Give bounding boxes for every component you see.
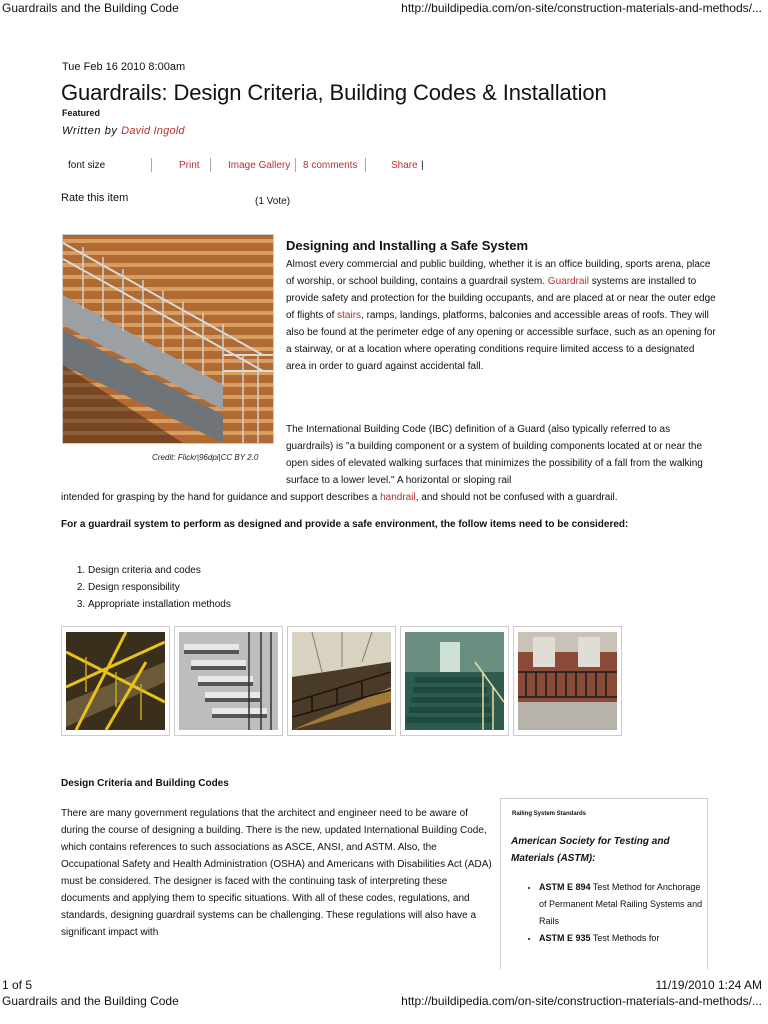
print-footer-title: Guardrails and the Building Code (2, 994, 179, 1008)
print-link[interactable]: Print (179, 160, 200, 171)
toolbar-divider (210, 158, 211, 172)
list-item (539, 879, 709, 930)
article-date: Tue Feb 16 2010 8:00am (62, 61, 186, 73)
brick-railing-photo (518, 632, 617, 730)
standard-text: Test Method for Anchorage of Permanent Metal Railing Systems and Rails (539, 882, 703, 926)
paragraph-text: , ramps, landings, platforms, balconies and accessible areas of roofs. They will also be found at the perimeter edge of any opening or accessible surface, such as an opening for a stairway, or at a location where operating conditions require limited access to a designated area in order to guard against accidental fall. (286, 310, 716, 372)
toolbar-divider (151, 158, 152, 172)
rate-item-label: Rate this item (61, 192, 129, 204)
list-item (539, 930, 709, 947)
design-criteria-paragraph: There are many government regulations that the architect and engineer need to be aware of during the course of designing a building. There is the new, updated International Building Code, which contains references to such associations as ASCE, ANSI, and ASTM. Also, the Occupational Safety and Health Administration (OSHA) and Americans with Disabilities Act (ADA) must be considered. The designer is faced with the continuing task of interpreting these documents and applying them to specific situations. With all of these codes, regulations, and standards, designing guardrail systems can be challenging. These regulations will also have a significant impact with (61, 808, 492, 938)
gallery-thumbnail[interactable] (400, 626, 509, 736)
vote-count: (1 Vote) (255, 196, 291, 207)
featured-label: Featured (62, 108, 101, 118)
considerations-list (70, 562, 231, 613)
standard-code: ASTM E 894 (539, 882, 591, 892)
stairs-link[interactable]: stairs (337, 310, 362, 321)
considerations-intro: For a guardrail system to perform as designed and provide a safe environment, the follow items need to be considered: (61, 519, 629, 530)
image-credit: Credit: Flickr|96dpi|CC BY 2.0 (152, 453, 259, 462)
list-item: 3. Appropriate installation methods (88, 596, 231, 613)
toolbar-divider (295, 158, 296, 172)
article-toolbar (62, 158, 462, 174)
sidebox-title: Railing System Standards (512, 811, 587, 817)
sidebox-org: American Society for Testing and Materials (ASTM): (511, 836, 670, 864)
comments-link[interactable]: 8 comments (303, 160, 358, 171)
print-footer-url: http://buildipedia.com/on-site/construction-materials-and-methods/... (401, 994, 762, 1008)
gallery-thumbnail[interactable] (61, 626, 170, 736)
byline (62, 125, 185, 137)
standard-text: Test Methods for (590, 933, 660, 943)
share-link[interactable]: Share (391, 160, 418, 171)
standard-code: ASTM E 935 (539, 933, 591, 943)
grey-stair-photo (179, 632, 278, 730)
hero-image[interactable] (62, 234, 274, 444)
stair-guardrail-photo (63, 235, 273, 443)
section-heading: Designing and Installing a Safe System (286, 238, 529, 253)
share-separator: | (421, 160, 424, 171)
atrium-stair-photo (292, 632, 391, 730)
print-datetime: 11/19/2010 1:24 AM (655, 978, 762, 992)
list-item: 2. Design responsibility (88, 579, 231, 596)
ibc-definition-paragraph: The International Building Code (IBC) definition of a Guard (also typically referred to as guardrails) is "a building component or a system of building components located at or near the open sides of elevated walking surfaces that minimizes the possibility of a fall from the walking surface to a lower level." A horizontal or sloping rail (286, 424, 703, 486)
page-number: 1 of 5 (2, 978, 33, 992)
author-link[interactable]: David Ingold (121, 125, 185, 137)
subsection-heading: Design Criteria and Building Codes (61, 778, 229, 789)
toolbar-divider (365, 158, 366, 172)
print-header-url: http://buildipedia.com/on-site/construction-materials-and-methods/... (401, 1, 762, 15)
paragraph-text: systems are installed to provide safety and protection for the building occupants, and are placed at or near the outer edge of flights of (286, 276, 716, 321)
railing-standards-box (500, 798, 708, 969)
gallery-thumbnail[interactable] (513, 626, 622, 736)
print-header-title: Guardrails and the Building Code (2, 1, 179, 15)
handrail-paragraph (61, 489, 721, 506)
paragraph-text: intended for grasping by the hand for guidance and support describes a (61, 492, 381, 503)
font-size-control[interactable]: font size (68, 160, 106, 171)
paragraph-text: Almost every commercial and public building, whether it is an office building, sports arena, place of worship, or school building, contains a guardrail system. (286, 259, 711, 287)
handrail-link[interactable]: handrail (380, 492, 416, 503)
page-title: Guardrails: Design Criteria, Building Codes & Installation (61, 80, 607, 105)
image-gallery-link[interactable]: Image Gallery (228, 160, 291, 171)
yellow-stair-photo (66, 632, 165, 730)
standards-list (521, 879, 709, 947)
paragraph-text: , and should not be confused with a guardrail. (415, 492, 618, 503)
guardrail-link[interactable]: Guardrail (547, 276, 589, 287)
written-by-label: Written by (62, 125, 118, 137)
green-stair-photo (405, 632, 504, 730)
list-item: 1. Design criteria and codes (88, 562, 231, 579)
intro-paragraph (286, 256, 716, 375)
gallery-thumbnail[interactable] (174, 626, 283, 736)
gallery-thumbnail[interactable] (287, 626, 396, 736)
